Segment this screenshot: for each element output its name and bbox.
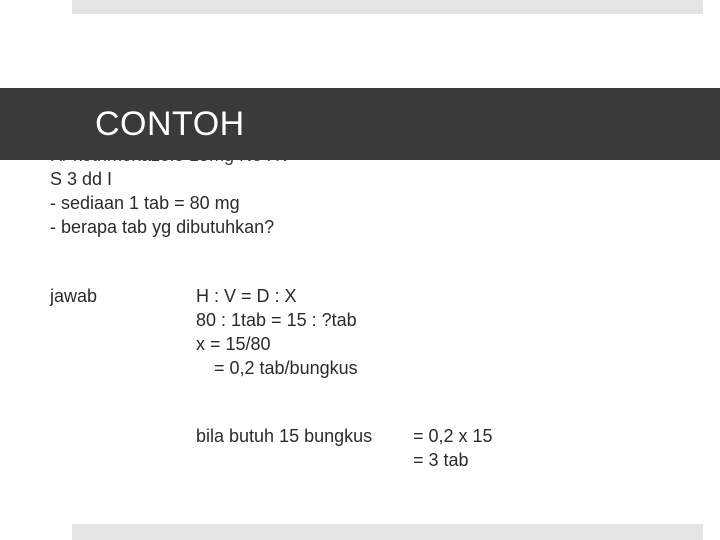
problem-line-prescription: R/ kotrimoxazole 15mg No XV [50,145,292,165]
answer-label: jawab [50,286,98,306]
problem-line-preparation: - sediaan 1 tab = 80 mg [50,193,240,213]
condition-text: bila butuh 15 bungkus [196,426,373,446]
answer-line-formula: H : V = D : X [196,286,297,306]
problem-line-question: - berapa tab yg dibutuhkan? [50,217,275,237]
bottom-decor-bar [72,524,703,540]
slide-title: CONTOH [95,105,245,143]
problem-line-signa: S 3 dd I [50,169,113,189]
top-decor-bar [72,0,703,14]
answer-line-x: x = 15/80 [196,334,271,354]
answer-line-ratio: 80 : 1tab = 15 : ?tab [196,310,357,330]
answer-line-result: = 0,2 tab/bungkus [214,358,358,378]
result-line-calc: = 0,2 x 15 [413,426,493,446]
result-line-total: = 3 tab [413,450,469,470]
